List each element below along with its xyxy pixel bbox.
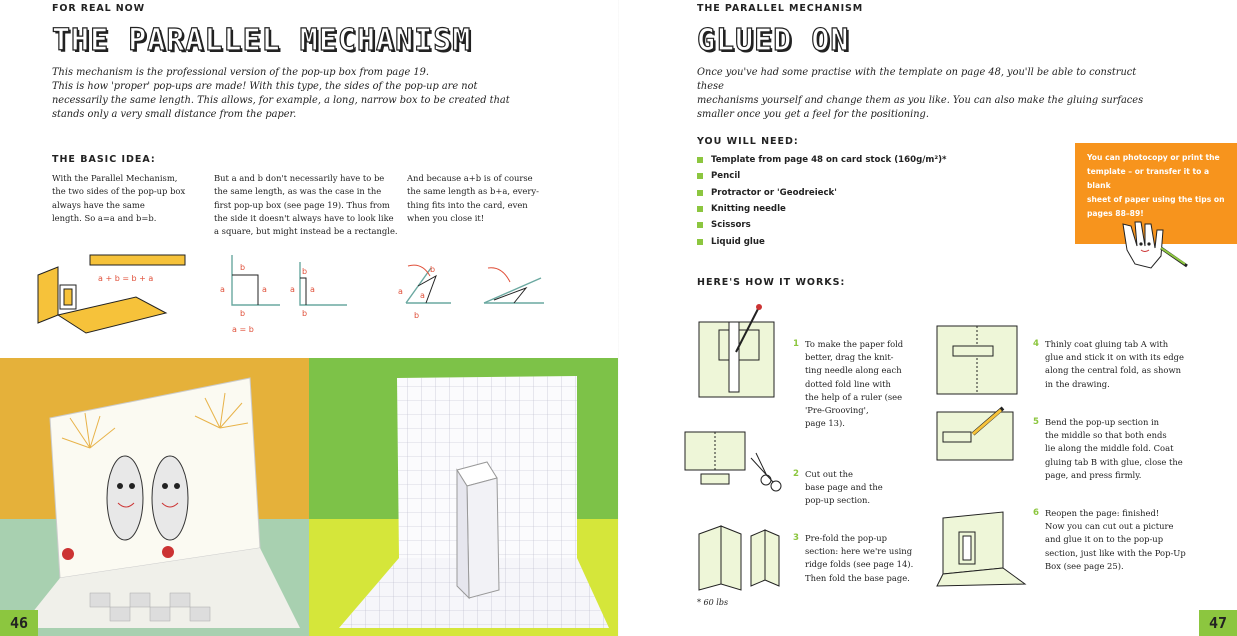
step-line: in the drawing.: [1045, 378, 1110, 389]
step-line: 'Pre-Grooving',: [805, 405, 869, 416]
note-line: You can photocopy or print the: [1087, 153, 1220, 162]
step-line: Bend the pop-up section in: [1045, 417, 1160, 427]
step-2: [793, 468, 915, 508]
hand-pencil-icon: [1111, 212, 1191, 274]
step-number: 4: [1033, 339, 1039, 349]
intro-line: This mechanism is the professional version of the pop-up box from page 19.: [52, 67, 429, 78]
note-line: template – or transfer it to a blank: [1087, 167, 1210, 190]
label-b: b: [302, 267, 308, 276]
step-line: page 13).: [805, 418, 845, 429]
step-line: Box (see page 25).: [1045, 560, 1124, 571]
bullet-icon: [697, 239, 703, 245]
step-line: Cut out the: [805, 469, 854, 479]
intro-line: Once you've had some practise with the template on page 48, you'll be able to construct these: [697, 67, 1137, 92]
step-line: better, drag the knit-: [805, 352, 894, 363]
label-a: a: [420, 291, 425, 300]
step-line: ridge folds (see page 14).: [805, 559, 914, 570]
step-line: and glue it on to the pop-up: [1045, 534, 1164, 545]
step-line: Then fold the base page.: [805, 572, 910, 583]
intro-line: necessarily the same length. This allows, for example, a long, narrow box to be created that: [52, 95, 510, 106]
bullet-icon: [697, 222, 703, 228]
left-title: THE PARALLEL MECHANISM: [52, 23, 472, 58]
text-line: the side it doesn't always have to look like: [214, 212, 394, 223]
step-line: Reopen the page: finished!: [1045, 508, 1160, 518]
step-line: base page and the: [805, 482, 883, 493]
step-line: the help of a ruler (see: [805, 391, 903, 402]
step-3: [793, 532, 935, 585]
step-1: [793, 338, 915, 430]
text-line: With the Parallel Mechanism,: [52, 173, 178, 183]
label-a-equals-b: a = b: [232, 325, 254, 334]
step-number: 6: [1033, 508, 1039, 518]
materials-list: [697, 152, 947, 250]
step-number: 5: [1033, 417, 1039, 427]
square-side-diagram: [212, 250, 362, 340]
label-a: a: [310, 285, 315, 294]
step-5: [1033, 416, 1205, 482]
list-item: [697, 201, 947, 217]
you-will-need-heading: YOU WILL NEED:: [697, 136, 799, 147]
basic-idea-col1: [52, 172, 202, 225]
material-label: Template from page 48 on card stock (160g/m²)*: [711, 155, 947, 166]
left-intro: [52, 66, 522, 122]
label-a: a: [398, 287, 403, 296]
step-line: Now you can cut out a picture: [1045, 521, 1174, 532]
note-line: sheet of paper using the tips on: [1087, 195, 1225, 204]
intro-line: This is how 'proper' pop-ups are made! With this type, the sides of the pop-up are not: [52, 81, 478, 92]
text-line: And because a+b is of course: [407, 173, 533, 183]
text-line: the same length, as was the case in the: [214, 186, 382, 197]
text-line: But a and b don't necessarily have to be: [214, 173, 385, 183]
step-line: lie along the middle fold. Coat: [1045, 443, 1174, 454]
intro-line: stands only a very small distance from the paper.: [52, 109, 297, 120]
bullet-icon: [697, 206, 703, 212]
material-label: Protractor or 'Geodreieck': [711, 187, 837, 198]
step2-illustration: [681, 428, 793, 498]
material-label: Liquid glue: [711, 236, 765, 247]
bullet-icon: [697, 157, 703, 163]
list-item: [697, 233, 947, 249]
step1-illustration: [689, 302, 789, 402]
label-b: b: [430, 265, 436, 274]
bullet-icon: [697, 190, 703, 196]
step-line: To make the paper fold: [805, 339, 904, 349]
material-label: Knitting needle: [711, 204, 786, 215]
step-line: Pre-fold the pop-up: [805, 533, 887, 543]
step-line: the middle so that both ends: [1045, 430, 1167, 441]
right-page: [619, 0, 1237, 636]
step-line: gluing tab B with glue, close the: [1045, 456, 1183, 467]
label-a: a: [220, 285, 225, 294]
intro-line: smaller once you get a feel for the positioning.: [697, 109, 929, 120]
step-number: 3: [793, 533, 799, 543]
step6-illustration: [933, 508, 1033, 588]
text-line: thing fits into the card, even: [407, 199, 528, 210]
label-b: b: [240, 309, 246, 318]
footnote: * 60 lbs: [697, 598, 729, 607]
label-b: b: [302, 309, 308, 318]
left-kicker: FOR REAL NOW: [52, 3, 146, 14]
step-line: dotted fold line with: [805, 378, 891, 389]
step-line: section, just like with the Pop-Up: [1045, 547, 1186, 558]
label-b: b: [414, 311, 420, 320]
step4-illustration: [933, 322, 1033, 398]
text-line: the two sides of the pop-up box: [52, 186, 186, 197]
step-line: along the central fold, as shown: [1045, 365, 1182, 376]
step-line: ting needle along each: [805, 365, 902, 376]
label-b: b: [240, 263, 246, 272]
closing-diagram: [396, 258, 556, 323]
left-page: [0, 0, 618, 636]
text-line: always have the same: [52, 199, 145, 210]
step-number: 1: [793, 339, 799, 349]
note-line: pages 88–89!: [1087, 209, 1144, 218]
step3-illustration: [695, 522, 787, 592]
intro-line: mechanisms yourself and change them as you like. You can also make the gluing surfaces: [697, 95, 1144, 106]
text-line: a square, but might instead be a rectangle.: [214, 226, 398, 237]
step-4: [1033, 338, 1205, 391]
list-item: [697, 152, 947, 168]
popup-photo-characters: [0, 358, 309, 636]
step-line: glue and stick it on with its edge: [1045, 352, 1184, 363]
list-item: [697, 185, 947, 201]
material-label: Scissors: [711, 220, 751, 231]
step-line: page, and press firmly.: [1045, 469, 1142, 480]
step5-illustration: [933, 404, 1033, 464]
right-intro: [697, 66, 1157, 122]
basic-idea-col3: [407, 172, 557, 225]
step-number: 2: [793, 469, 799, 479]
text-line: first pop-up box (see page 19). Thus from: [214, 199, 390, 210]
step-6: [1033, 507, 1205, 573]
basic-idea-col2: [214, 172, 399, 238]
list-item: [697, 168, 947, 184]
label-a: a: [290, 285, 295, 294]
material-label: Pencil: [711, 171, 741, 182]
right-title: GLUED ON: [697, 23, 850, 58]
basic-idea-heading: THE BASIC IDEA:: [52, 154, 156, 165]
strip-formula: a + b = b + a: [98, 274, 154, 283]
right-kicker: THE PARALLEL MECHANISM: [697, 3, 864, 14]
text-line: length. So a=a and b=b.: [52, 212, 157, 223]
popup-photo-box: [309, 358, 618, 636]
label-a: a: [262, 285, 267, 294]
page-number-right: 47: [1199, 610, 1237, 636]
popup-box-drawing: [36, 245, 196, 335]
step-line: Thinly coat gluing tab A with: [1045, 339, 1169, 349]
bullet-icon: [697, 173, 703, 179]
list-item: [697, 217, 947, 233]
step-line: pop-up section.: [805, 495, 871, 506]
text-line: the same length as b+a, every-: [407, 186, 539, 197]
page-number-left: 46: [0, 610, 38, 636]
how-it-works-heading: HERE'S HOW IT WORKS:: [697, 277, 846, 288]
text-line: when you close it!: [407, 212, 485, 223]
step-line: section: here we're using: [805, 546, 913, 557]
